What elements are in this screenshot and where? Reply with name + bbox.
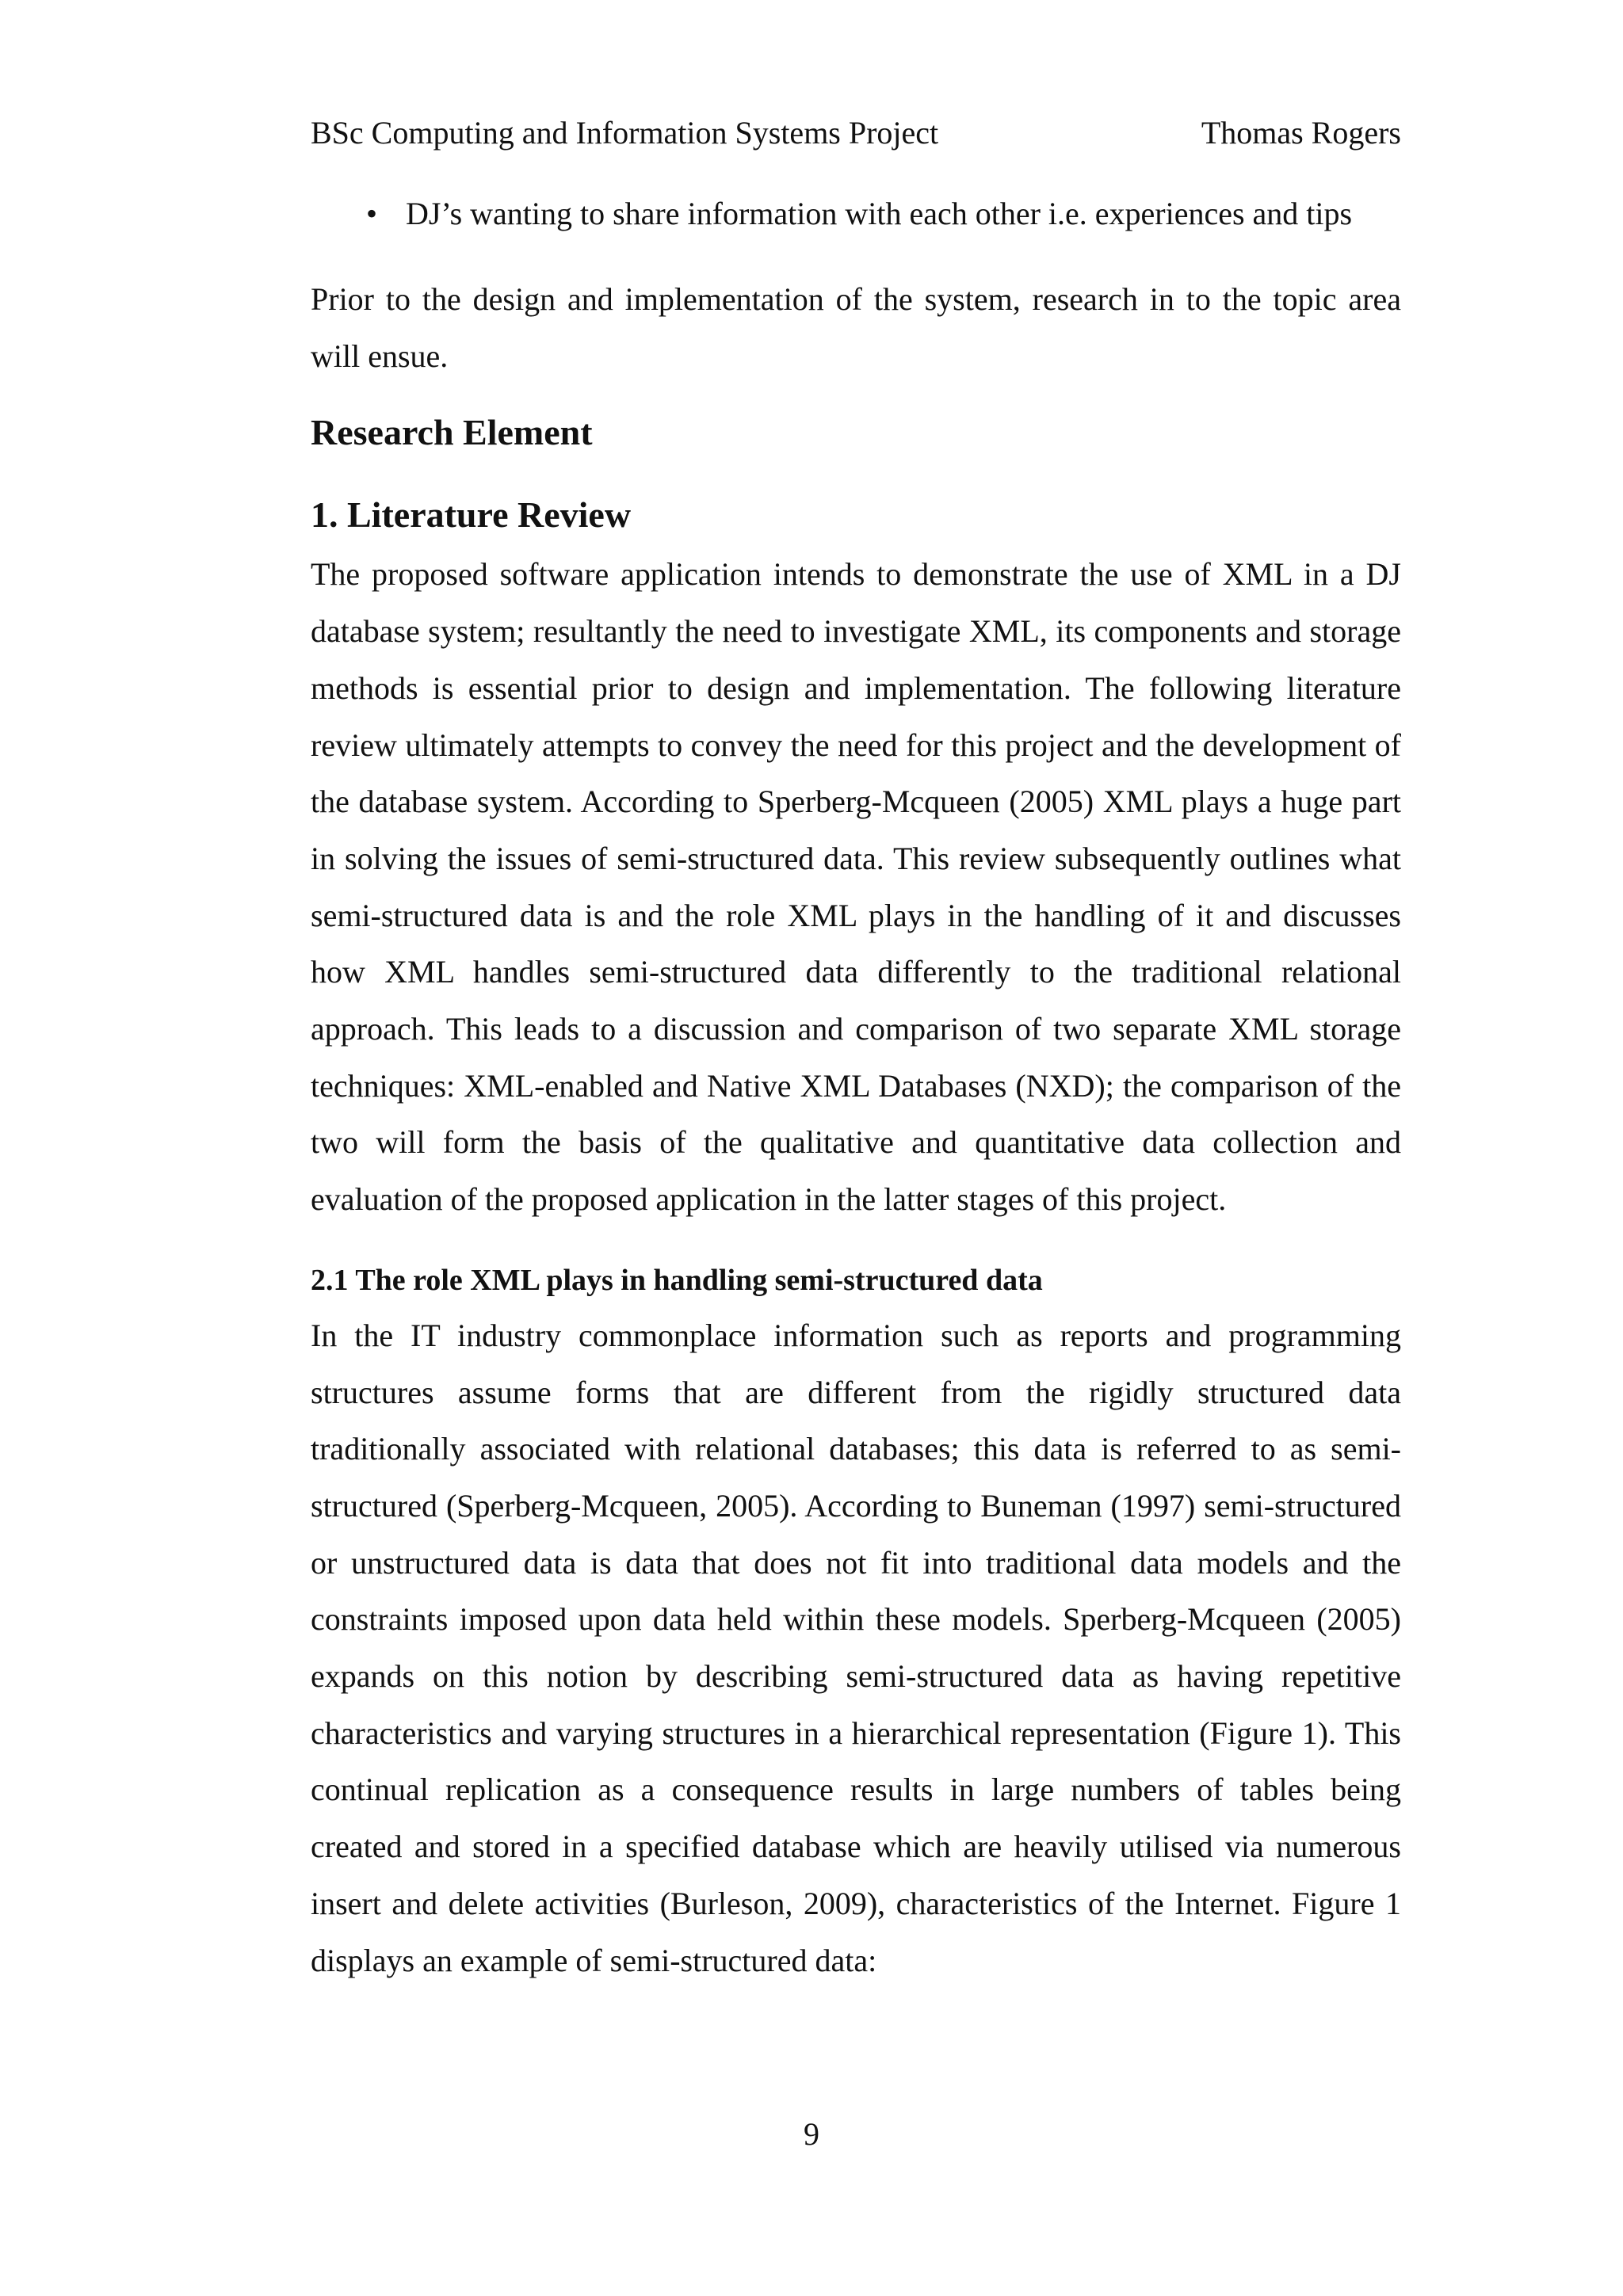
section-heading-literature-review: 1. Literature Review <box>311 494 632 536</box>
bullet-item <box>311 190 1401 238</box>
page-content <box>311 190 1401 1989</box>
subsection-heading-2-1: 2.1 The role XML plays in handling semi-structured data <box>311 1263 1043 1297</box>
bullet-text: DJ’s wanting to share information with each other i.e. experiences and tips <box>406 196 1353 231</box>
intro-paragraph: Prior to the design and implementation of the system, research in to the topic area will ensue. <box>311 281 1401 374</box>
page-number: 9 <box>804 2116 819 2152</box>
header-project-title: BSc Computing and Information Systems Project <box>311 115 939 151</box>
bullet-dot-icon: • <box>366 196 378 231</box>
section-heading-research-element: Research Element <box>311 412 593 453</box>
page-header <box>311 109 1401 157</box>
literature-review-paragraph: The proposed software application intends to demonstrate the use of XML in a DJ database system; resultantly the need to investigate XML, its components and storage methods is essential prior to design and implementation. The following literature review ultimately attempts to convey the need for this project and the development of the database system. According to Sperberg-Mcqueen (2005) XML plays a huge part in solving the issues of semi-structured data. This review subsequently outlines what semi-structured data is and the role XML plays in the handling of it and discusses how XML handles semi-structured data differently to the traditional relational approach. This leads to a discussion and comparison of two separate XML storage techniques: XML-enabled and Native XML Databases (NXD); the comparison of the two will form the basis of the qualitative and quantitative data collection and evaluation of the proposed application in the latter stages of this project. <box>311 556 1401 1218</box>
header-author: Thomas Rogers <box>1201 115 1401 151</box>
section-2-1-paragraph: In the IT industry commonplace information such as reports and programming structures assume forms that are different from the rigidly structured data traditionally associated with relational databases; this data is referred to as semi-structured (Sperberg-Mcqueen, 2005). According to Buneman (1997) semi-structured or unstructured data is data that does not fit into traditional data models and the constraints imposed upon data held within these models. Sperberg-Mcqueen (2005) expands on this notion by describing semi-structured data as having repetitive characteristics and varying structures in a hierarchical representation (Figure 1). This continual replication as a consequence results in large numbers of tables being created and stored in a specified database which are heavily utilised via numerous insert and delete activities (Burleson, 2009), characteristics of the Internet. Figure 1 displays an example of semi-structured data: <box>311 1317 1401 1978</box>
